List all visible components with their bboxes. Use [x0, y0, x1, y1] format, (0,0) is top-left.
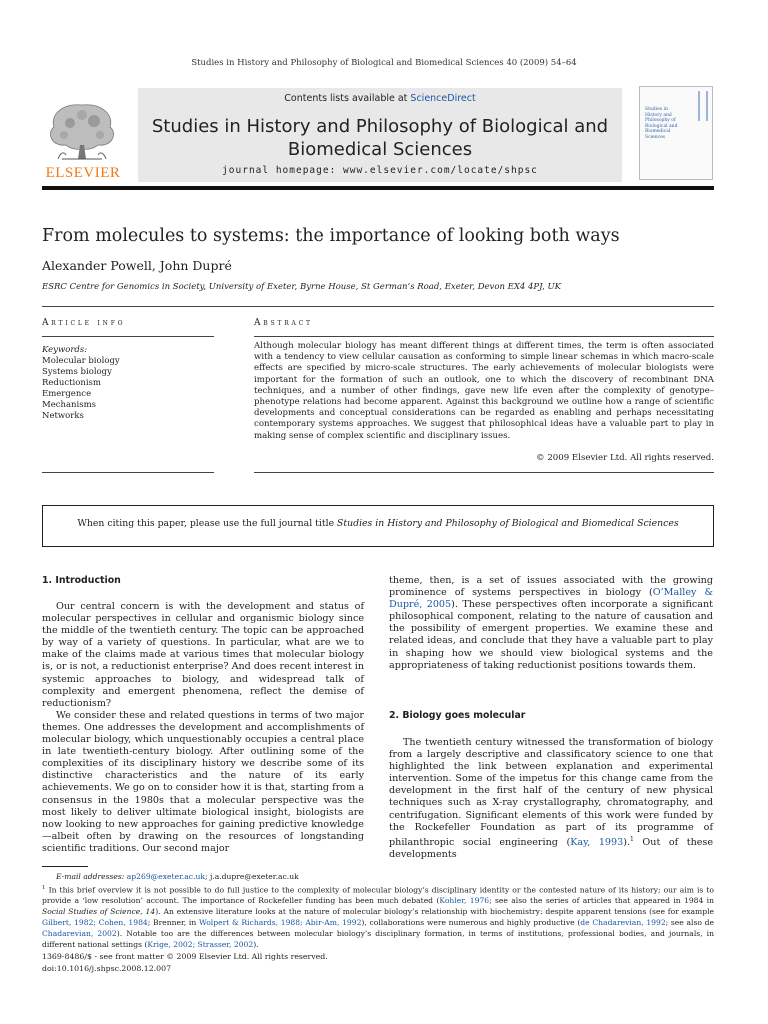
right-column-text — [389, 737, 713, 861]
paragraph-text: The twentieth century witnessed the transformation of biology from a largely descriptive and classificatory science to one that highlighted the link between explanation and experimental intervention. Some of the impetus for this change came from the development in the first half of the century of new physical techniques such as X-ray crystallography, chromatography, and centrifugation. Significant elements of this work were funded by the Rockefeller Foundation as part of its programme of philanthropic social engineering ( — [389, 737, 713, 848]
article-authors: Alexander Powell, John Dupré — [42, 258, 232, 273]
left-column-text — [42, 601, 364, 855]
keyword-item: Mechanisms — [42, 400, 97, 410]
paragraph-text: theme, then, is a set of issues associated with the growing prominence of systems perspectives in biology ( — [389, 575, 713, 599]
sciencedirect-link[interactable]: ScienceDirect — [410, 93, 476, 104]
citation-notice-box — [42, 505, 714, 547]
footnote-text: ). Notable too are the differences between molecular biology’s disciplinary formation, in terms of institutions, professional bodies, and journals, in different national settings ( — [42, 928, 715, 949]
right-column-text — [389, 575, 713, 672]
journal-homepage[interactable]: journal homepage: www.elsevier.com/locate/shpsc — [222, 165, 538, 176]
author-emails — [56, 872, 299, 881]
footnote-journal: Social Studies of Science, 14 — [42, 907, 156, 917]
divider — [254, 472, 714, 473]
journal-title-box — [138, 88, 622, 182]
article-title: From molecules to systems: the importance of looking both ways — [42, 226, 620, 246]
footnote-text: ; see also the series of articles that appeared in 1984 in — [489, 896, 715, 906]
journal-citation-header: Studies in History and Philosophy of Biological and Biomedical Sciences 40 (2009) 54–64 — [191, 58, 577, 68]
email-text: ; j.a.dupre@exeter.ac.uk — [204, 872, 299, 881]
cover-title-text: Studies in History and Philosophy of Biological and Biomedical Sciences — [645, 107, 678, 140]
cover-stripe — [698, 91, 708, 121]
abstract-text: Although molecular biology has meant different things at different times, the term is often associated with a tendency to view cellular causation as conforming to simple linear schemas in which macro-scale effects are specified by micro-scale structures. The early achievements of molecular biologists were important for the formation of such an outlook, one to which the discovery of recombinant DNA techniques, and a number of other findings, gave new life even after the complexity of genotype–phenotype relations had become apparent. Against this background we outline how a range of scientific developments and conceptual considerations can be regarded as enabling and perhaps necessitating contemporary systems approaches. We suggest that philosophical ideas have a valuable part to play in making sense of complex scientific and disciplinary issues. — [254, 341, 714, 441]
reference-link[interactable]: O’Malley & Dupré, 2005 — [389, 587, 713, 611]
divider — [42, 336, 214, 337]
journal-title-line-2: Biomedical Sciences — [287, 139, 473, 160]
footnote-text: ; Brenner, in — [147, 917, 199, 927]
abstract-heading: Abstract — [254, 318, 313, 328]
reference-link[interactable]: Kay, 1993 — [570, 836, 624, 848]
paragraph — [389, 737, 713, 861]
citation-notice-prefix: When citing this paper, please use the full journal title — [77, 518, 338, 529]
email-link[interactable]: ap269@exeter.ac.uk — [126, 872, 205, 881]
author-affiliation: ESRC Centre for Genomics in Society, University of Exeter, Byrne House, St German’s Road, Exeter, Devon EX4 4PJ, UK — [42, 282, 561, 292]
footnote-text: ). — [253, 939, 259, 949]
copyright-notice: © 2009 Elsevier Ltd. All rights reserved. — [536, 453, 714, 463]
divider — [42, 472, 214, 473]
journal-banner — [42, 85, 714, 190]
citation-notice — [43, 518, 713, 529]
keyword-item: Molecular biology — [42, 356, 120, 366]
section-heading-biology-goes-molecular: 2. Biology goes molecular — [389, 710, 526, 721]
citation-notice-journal: Studies in History and Philosophy of Biological and Biomedical Sciences — [337, 518, 679, 529]
paragraph-text: ). These perspectives often incorporate a significant philosophical component, relating to the nature of causation and the possibility of emergent properties. We examine these and related ideas, and conclude that they have a valuable part to play in shaping how we should view biological systems and the appropriateness of taking reductionist positions towards them. — [389, 599, 713, 671]
divider — [254, 336, 714, 337]
footnote-divider — [42, 866, 88, 867]
journal-title — [138, 115, 622, 161]
paragraph: We consider these and related questions in terms of two major themes. One addresses the development and accomplishments of molecular biology, which unquestionably occupies a central place in late twentieth-century biology. After outlining some of the complexities of its disciplinary history we describe some of its distinctive characteristics and the nature of its early achievements. We go on to consider how it is that, starting from a consensus in the 1980s that a molecular perspective was the most likely to deliver ultimate biological insight, biologists are now looking to new approaches for gaining predictive knowledge—albeit often by drawing on the resources of longstanding scientific traditions. Our second major — [42, 709, 364, 854]
reference-link[interactable]: Chadarevian, 2002 — [42, 928, 117, 938]
footnote-text: ; see also de — [665, 917, 714, 927]
contents-prefix: Contents lists available at — [284, 93, 411, 104]
keyword-item: Emergence — [42, 389, 92, 399]
elsevier-wordmark: ELSEVIER — [45, 165, 121, 181]
journal-cover-thumbnail — [639, 86, 713, 180]
contents-availability — [138, 93, 622, 104]
paragraph: Our central concern is with the development and status of molecular perspectives in cellular and organismic biology since the middle of the twentieth century. The topic can be approached by way of a variety of questions. In particular, what are we to make of the claims made at various times that molecular biology is, or is not, a reductionist enterprise? And does recent interest in systemic approaches to biology, and widespread talk of complexity and emergent phenomena, reflect the demise of reductionism? — [42, 601, 364, 709]
keyword-item: Reductionism — [42, 378, 101, 388]
article-info-heading: Article info — [42, 318, 126, 328]
footnote-text: ), collaborations were numerous and highly productive ( — [361, 917, 581, 927]
keyword-item: Systems biology — [42, 367, 112, 377]
keyword-item: Networks — [42, 411, 84, 421]
paragraph-text: Out of these developments — [389, 836, 714, 861]
issn-front-matter: 1369-8486/$ - see front matter © 2009 Elsevier Ltd. All rights reserved. — [42, 952, 328, 961]
reference-link[interactable]: Krige, 2002; Strasser, 2002 — [147, 939, 254, 949]
keywords-label: Keywords: — [42, 345, 88, 355]
paragraph-text: ). — [623, 836, 631, 848]
reference-link[interactable]: Kohler, 1976 — [439, 896, 490, 906]
reference-link[interactable]: Gilbert, 1982; Cohen, 1984 — [42, 917, 148, 927]
doi[interactable]: doi:10.1016/j.shpsc.2008.12.007 — [42, 964, 172, 973]
footnote-number: 1 — [42, 885, 46, 891]
keywords-list — [42, 345, 120, 422]
journal-title-line-1: Studies in History and Philosophy of Biological and — [151, 116, 609, 137]
reference-link[interactable]: de Chadarevian, 1992 — [580, 917, 666, 927]
paragraph-continued — [389, 575, 713, 672]
section-heading-introduction: 1. Introduction — [42, 575, 121, 586]
reference-link[interactable]: Wolpert & Richards, 1988; Abir-Am, 1992 — [198, 917, 362, 927]
footnote-text: In this brief overview it is not possible to do full justice to the complexity of molecular biology’s disciplinary identity or the contested nature of its history; our aim is to provide a ‘low resolution’ account. The importance of Rockefeller funding has been much debated ( — [42, 885, 714, 906]
footnote-1 — [42, 883, 714, 950]
footnote-marker[interactable]: 1 — [630, 835, 634, 843]
banner-divider — [42, 186, 714, 190]
divider — [42, 306, 714, 307]
email-label: E-mail addresses: — [56, 872, 127, 881]
footnote-text: ). An extensive literature looks at the nature of molecular biology’s relationship with biochemistry: despite apparent tensions (see for example — [155, 907, 714, 917]
